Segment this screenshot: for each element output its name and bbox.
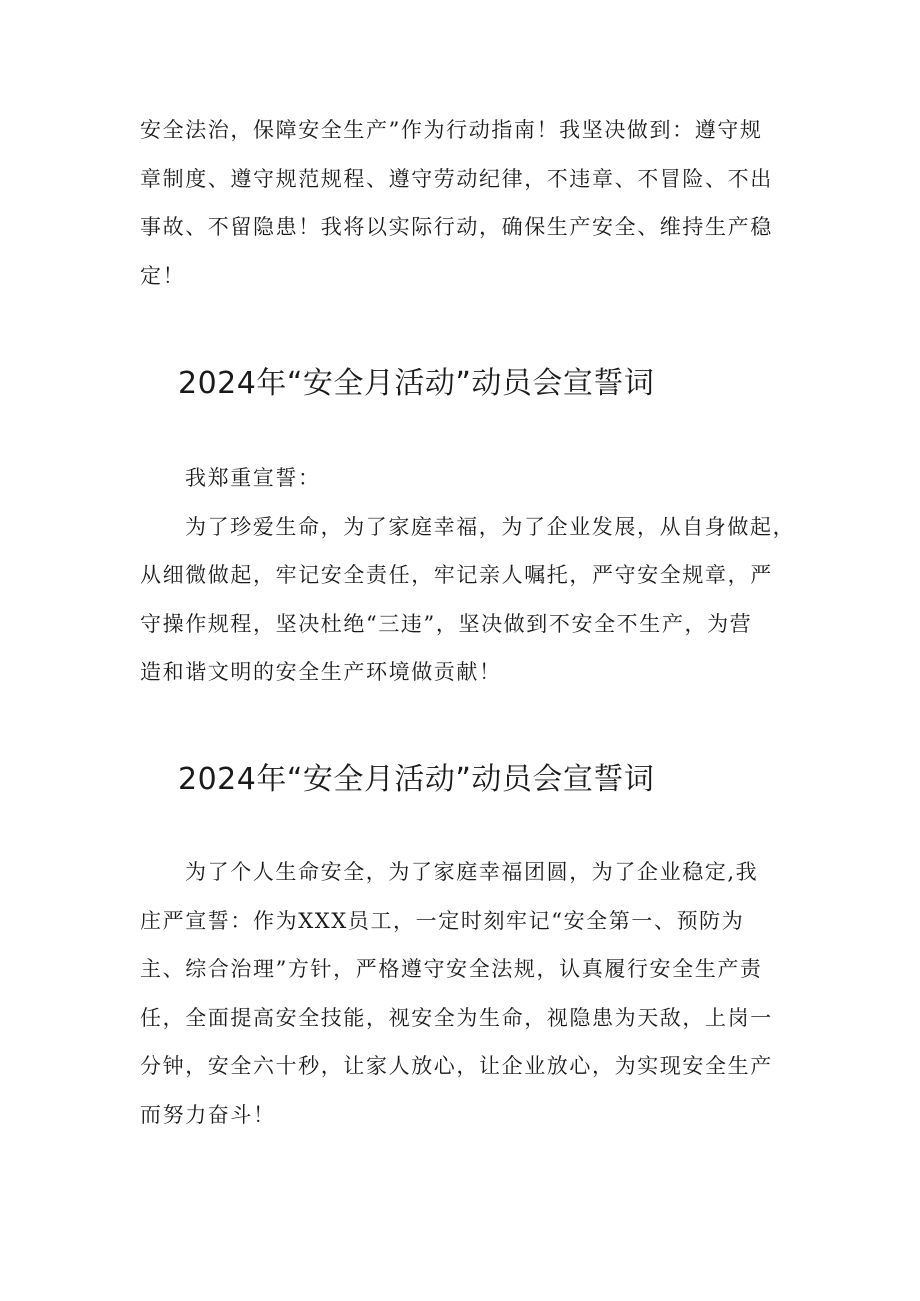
text-line: 为了个人生命安全，为了家庭幸福团圆，为了企业稳定,我	[185, 860, 759, 884]
text-line: 定！	[140, 263, 186, 288]
text-line: 庄严宣誓：作为XXX员工，一定时刻牢记“安全第一、预防为	[140, 908, 745, 933]
oath-paragraph	[140, 454, 800, 697]
text-line: 造和谐文明的安全生产环境做贡献！	[140, 660, 502, 684]
intro-paragraph	[140, 106, 800, 300]
text-line: 守操作规程，坚决杜绝“三违”，坚决做到不安全不生产，为营	[140, 611, 753, 636]
text-line: 安全法治，保障安全生产”作为行动指南！我坚决做到：遵守规	[140, 118, 763, 142]
text-line: 我郑重宣誓：	[185, 466, 321, 490]
oath-paragraph	[140, 848, 800, 1139]
text-line: 从细微做起，牢记安全责任，牢记亲人嘱托，严守安全规章，严	[140, 563, 773, 587]
section-title: 2024年“安全月活动”动员会宣誓词	[178, 366, 655, 401]
text-line: 任，全面提高安全技能，视安全为生命，视隐患为天敌，上岗一	[140, 1005, 773, 1030]
text-line: 事故、不留隐患！我将以实际行动，确保生产安全、维持生产稳	[140, 215, 773, 239]
text-line: 章制度、遵守规范规程、遵守劳动纪律，不违章、不冒险、不出	[140, 166, 773, 191]
text-line: 为了珍爱生命，为了家庭幸福，为了企业发展，从自身做起，	[185, 514, 796, 539]
section-title: 2024年“安全月活动”动员会宣誓词	[178, 762, 655, 797]
text-line: 分钟，安全六十秒，让家人放心，让企业放心，为实现安全生产	[140, 1054, 773, 1078]
text-line: 而努力奋斗！	[140, 1102, 276, 1127]
text-line: 主、综合治理”方针，严格遵守安全法规，认真履行安全生产责	[140, 957, 763, 981]
